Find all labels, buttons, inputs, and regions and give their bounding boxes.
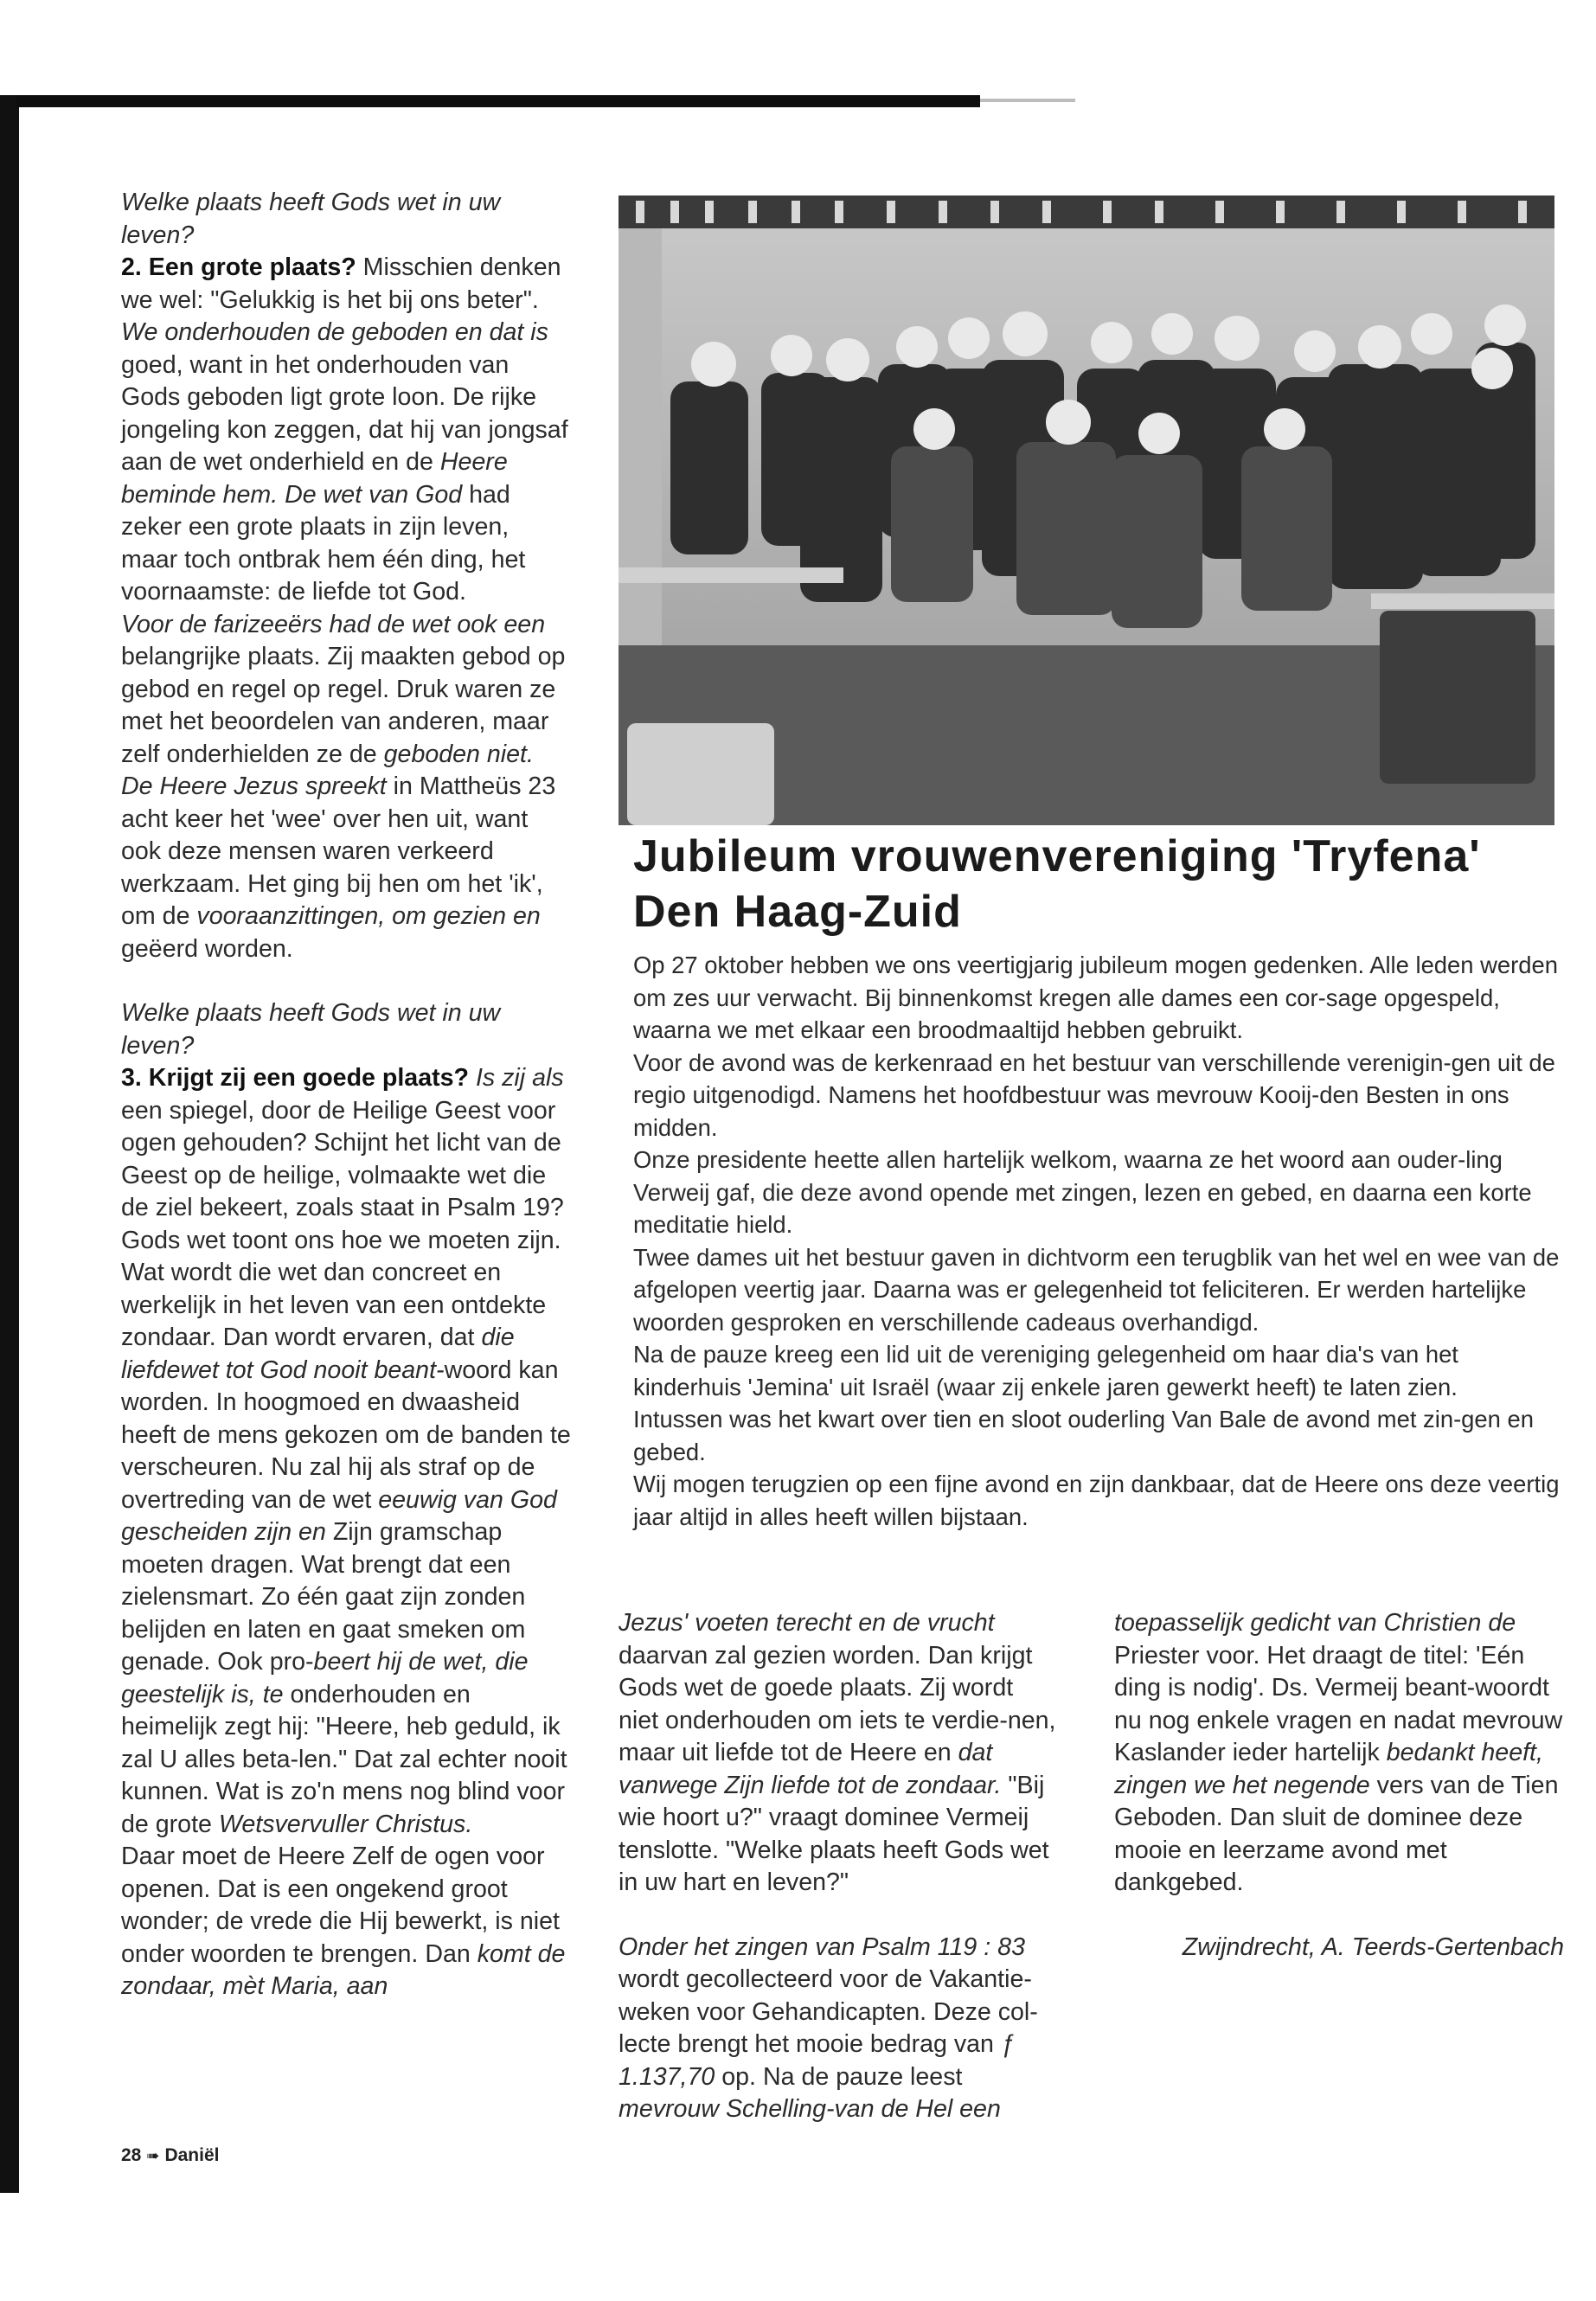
- article-paragraph: Wij mogen terugzien op een fijne avond en zijn dankbaar, dat de Heere ons deze veertig jaar altijd in alles heeft willen bijstaan.: [633, 1471, 1560, 1530]
- group-photo: [619, 195, 1554, 825]
- header-rule-fade: [980, 99, 1075, 102]
- paragraph: 2. Een grote plaats? Misschien denken we wel: "Gelukkig is het bij ons beter". We onderhouden de geboden en dat is goed, want in het onderhouden van Gods geboden ligt grote loon. De rijke jongeling kon zeggen, dat hij van jongsaf aan de wet onderhield en de Heere beminde hem. De wet van God had zeker een grote plaats in zijn leven, maar toch ontbrak hem één ding, het voornaamste: de liefde tot God.: [121, 253, 568, 606]
- section-heading: 3. Krijgt zij een goede plaats?: [121, 1064, 469, 1092]
- article-body: [633, 949, 1572, 1533]
- header-rule: [16, 95, 980, 107]
- paragraph: Voor de farizeeërs had de wet ook een belangrijke plaats. Zij maakten gebod op gebod en regel op regel. Druk waren ze met het beoordelen van anderen, maar zelf onderhielden ze de geboden niet. De Heere Jezus spreekt in Mattheüs 23 acht keer het 'wee' over hen uit, want ook deze mensen waren verkeerd werkzaam. Het ging bij hen om het 'ik', om de vooraanzittingen, om gezien en geëerd worden.: [121, 610, 566, 963]
- article-paragraph: Na de pauze kreeg een lid uit de vereniging gelegenheid om haar dia's van het kinderhuis 'Jemina' uit Israël (waar zij enkele jaren gewerkt heeft) te laten zien.: [633, 1341, 1458, 1400]
- paragraph: Jezus' voeten terecht en de vrucht daarvan zal gezien worden. Dan krijgt Gods wet de goede plaats. Zij wordt niet onderhouden om iets te verdie-nen, maar uit liefde tot de Heere en dat vanwege Zijn liefde tot de zondaar. "Bij wie hoort u?" vraagt dominee Vermeij tenslotte. "Welke plaats heeft Gods wet in uw hart en leven?": [619, 1609, 1056, 1896]
- paragraph: toepasselijk gedicht van Christien de Priester voor. Het draagt de titel: 'Eén ding is nodig'. Ds. Vermeij beant-woordt nu nog enkele vragen en nadat mevrouw Kaslander ieder hartelijk bedankt heeft, zingen we het negende vers van de Tien Geboden. Dan sluit de dominee deze mooie en leerzame avond met dankgebed.: [1114, 1609, 1563, 1896]
- right-column: [1114, 1607, 1564, 1964]
- question-line: Welke plaats heeft Gods wet in uw leven?: [121, 999, 501, 1060]
- page-edge-bar: [0, 95, 19, 2193]
- author-signature: Zwijndrecht, A. Teerds-Gertenbach: [1182, 1932, 1564, 1961]
- article-paragraph: Op 27 oktober hebben we ons veertigjarig jubileum mogen gedenken. Alle leden werden om zes uur verwacht. Bij binnenkomst kregen alle dames een cor-sage opgespeld, waarna we met elkaar een broodmaaltijd hebben gebruikt.: [633, 952, 1558, 1043]
- arrow-icon: ➠: [146, 2147, 160, 2164]
- page-footer: [121, 2145, 219, 2166]
- headline-line-2: Den Haag-Zuid: [633, 887, 962, 937]
- headline-line-1: Jubileum vrouwenvereniging 'Tryfena': [633, 831, 1481, 881]
- question-line: Welke plaats heeft Gods wet in uw leven?: [121, 189, 501, 249]
- paragraph: Daar moet de Heere Zelf de ogen voor openen. Dat is een ongekend groot wonder; de vrede die Hij bewerkt, is niet onder woorden te brengen. Dan komt de zondaar, mèt Maria, aan: [121, 1843, 566, 2000]
- paragraph: 3. Krijgt zij een goede plaats? Is zij als een spiegel, door de Heilige Geest voor ogen gehouden? Schijnt het licht van de Geest op de heilige, volmaakte wet die de ziel bekeert, zoals staat in Psalm 19?: [121, 1064, 564, 1221]
- article-paragraph: Twee dames uit het bestuur gaven in dichtvorm een terugblik van het wel en wee van de afgelopen veertig jaar. Daarna was er gelegenheid tot feliciteren. Er werden hartelijke woorden gesproken en verschillende cadeaus overhandigd.: [633, 1243, 1560, 1336]
- magazine-name: Daniël: [164, 2145, 220, 2165]
- group-photo-illustration: [619, 195, 1554, 825]
- paragraph: Gods wet toont ons hoe we moeten zijn. Wat wordt die wet dan concreet en werkelijk in het leven van een ontdekte zondaar. Dan wordt ervaren, dat die liefdewet tot God nooit beant-woord kan worden. In hoogmoed en dwaasheid heeft de mens gekozen om de banden te verscheuren. Nu zal hij als straf op de overtreding van de wet eeuwig van God gescheiden zijn en Zijn gramschap moeten dragen. Wat brengt dat een zielensmart. Zo één gaat zijn zonden belijden en laten en gaat smeken om genade. Ook pro-beert hij de wet, die geestelijk is, te onderhouden en heimelijk zegt hij: "Heere, heb geduld, ik zal U alles beta-len." Dat zal echter nooit kunnen. Wat is zo'n mens nog blind voor de grote Wetsvervuller Christus.: [121, 1226, 571, 1838]
- article-paragraph: Onze presidente heette allen hartelijk welkom, waarna ze het woord aan ouder-ling Verweij gaf, die deze avond opende met zingen, lezen en gebed, en daarna een korte meditatie hield.: [633, 1146, 1532, 1238]
- section-heading: 2. Een grote plaats?: [121, 253, 356, 281]
- paragraph: Onder het zingen van Psalm 119 : 83 wordt gecollecteerd voor de Vakantie-weken voor Gehandicapten. Deze col-lecte brengt het mooie bedrag van ƒ 1.137,70 op. Na de pauze leest mevrouw Schelling-van de Hel een: [619, 1932, 1038, 2123]
- middle-column: [619, 1607, 1060, 2126]
- left-column: [121, 187, 571, 2003]
- article-headline: [633, 829, 1576, 939]
- article-paragraph: Intussen was het kwart over tien en sloot ouderling Van Bale de avond met zin-gen en gebed.: [633, 1406, 1534, 1465]
- article-paragraph: Voor de avond was de kerkenraad en het bestuur van verschillende verenigin-gen uit de regio uitgenodigd. Namens het hoofdbestuur was mevrouw Kooij-den Besten in ons midden.: [633, 1048, 1555, 1141]
- page-number: 28: [121, 2145, 142, 2165]
